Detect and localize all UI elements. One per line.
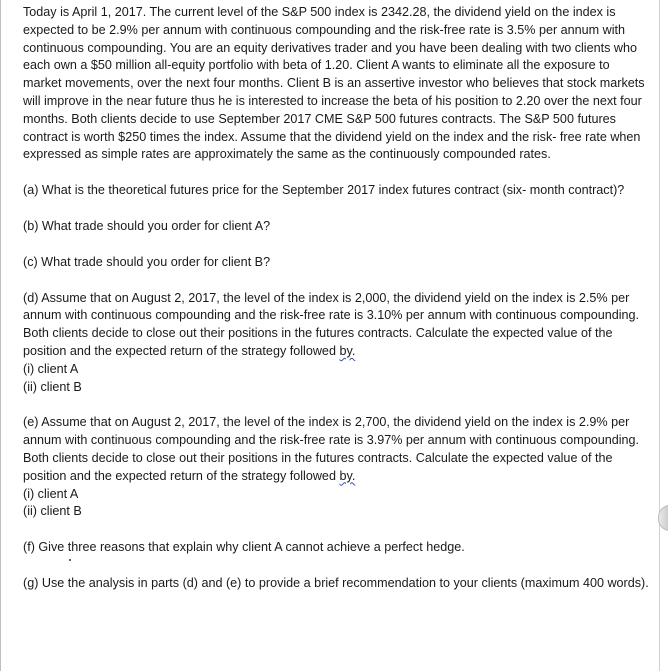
question-g: (g) Use the analysis in parts (d) and (e) to provide a brief recommendation to your clients (maximum 400 words). [23, 575, 649, 590]
question-e-body: (e) Assume that on August 2, 2017, the level of the index is 2,700, the dividend yield on the index is 2.9% per annum with continuous compounding and the risk-free rate is 3.97% per annum with continuous compounding. Both clients decide to close out their positions in the futures contracts. Calculate the expected value of the position and the expected return of the strategy followed [23, 415, 640, 483]
question-e [23, 414, 651, 521]
document-body [23, 4, 651, 593]
question-e-spellcheck-word: by. [339, 468, 356, 483]
question-e-sub-i: (i) client A [23, 486, 79, 501]
question-e-sub-ii: (ii) client B [23, 504, 82, 519]
question-f: (f) Give three reasons that explain why client A cannot achieve a perfect hedge. [23, 540, 465, 555]
question-b: (b) What trade should you order for client A? [23, 218, 271, 233]
question-a: (a) What is the theoretical futures price for the September 2017 index futures contract (six- month contract)? [23, 183, 625, 198]
question-d-text [23, 290, 651, 361]
question-d-sub-i: (i) client A [23, 361, 79, 376]
question-c: (c) What trade should you order for client B? [23, 254, 271, 269]
question-d-body: (d) Assume that on August 2, 2017, the level of the index is 2,000, the dividend yield on the index is 2.5% per annum with continuous compounding and the risk-free rate is 3.10% per annum with continuous compounding. Both clients decide to close out their positions in the futures contracts. Calculate the expected value of the position and the expected return of the strategy followed [23, 290, 640, 358]
question-e-text [23, 414, 651, 485]
question-d [23, 290, 651, 397]
stray-dot [69, 559, 71, 561]
question-d-spellcheck-word: by. [339, 343, 356, 358]
intro-paragraph: Today is April 1, 2017. The current level of the S&P 500 index is 2342.28, the dividend yield on the index is expected to be 2.9% per annum with continuous compounding and the risk-free rate is 3.5% per annum with continuous compounding. You are an equity derivatives trader and you have been dealing with two clients who each own a $50 million all-equity portfolio with beta of 1.20. Client A wants to eliminate all the exposure to market movements, over the next four months. Client B is an assertive investor who believes that stock markets will improve in the near future thus he is interested to increase the beta of his position to 2.20 over the next four months. Both clients decide to use September 2017 CME S&P 500 futures contracts. The S&P 500 futures contract is worth $250 times the index. Assume that the dividend yield on the index and the risk- free rate when expressed as simple rates are approximately the same as the continuously compounded rates. [23, 5, 645, 162]
question-d-sub-ii: (ii) client B [23, 379, 82, 394]
